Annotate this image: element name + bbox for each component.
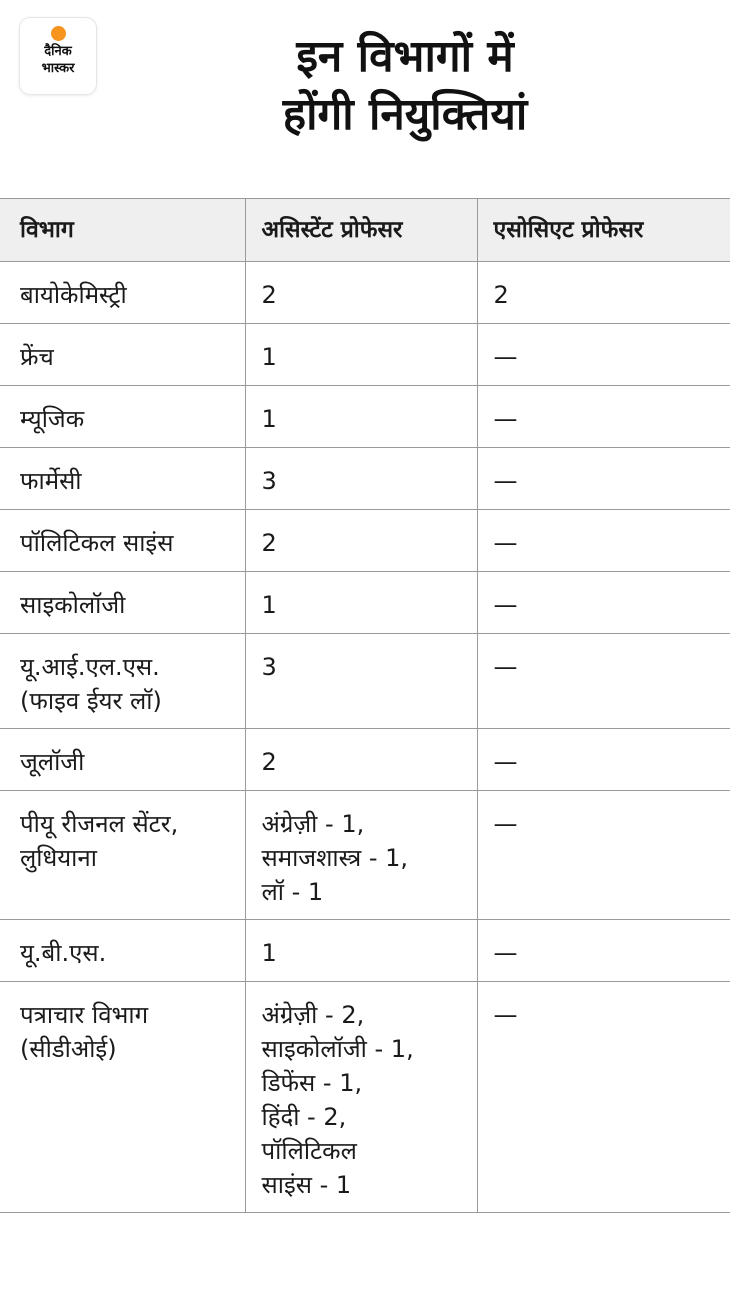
assistant-professor-cell bbox=[245, 510, 477, 572]
table-row bbox=[0, 448, 730, 510]
assistant-professor-cell-line: साइकोलॉजी - 1, bbox=[261, 1035, 414, 1063]
department-cell-line: यू.बी.एस. bbox=[20, 939, 107, 967]
department-cell bbox=[0, 448, 245, 510]
assistant-professor-cell-line: 1 bbox=[261, 939, 277, 967]
associate-professor-cell: — bbox=[477, 386, 730, 448]
department-cell-line: जूलॉजी bbox=[20, 748, 85, 776]
department-cell-line: (फाइव ईयर लॉ) bbox=[20, 687, 162, 715]
assistant-professor-cell bbox=[245, 982, 477, 1213]
department-cell-line: पत्राचार विभाग bbox=[20, 1001, 149, 1029]
associate-professor-cell: — bbox=[477, 448, 730, 510]
assistant-professor-cell-line: पॉलिटिकल bbox=[261, 1137, 357, 1165]
associate-professor-cell: 2 bbox=[477, 262, 730, 324]
header-department: विभाग bbox=[0, 199, 245, 262]
assistant-professor-cell bbox=[245, 729, 477, 791]
header-associate-professor: एसोसिएट प्रोफेसर bbox=[477, 199, 730, 262]
assistant-professor-cell bbox=[245, 386, 477, 448]
table-row bbox=[0, 920, 730, 982]
assistant-professor-cell-line: 1 bbox=[261, 591, 277, 619]
assistant-professor-cell-line: 2 bbox=[261, 748, 277, 776]
table-row bbox=[0, 634, 730, 729]
header-assistant-professor: असिस्टेंट प्रोफेसर bbox=[245, 199, 477, 262]
table-row bbox=[0, 386, 730, 448]
logo-sun-icon bbox=[51, 26, 66, 41]
table-header-row bbox=[0, 199, 730, 262]
assistant-professor-cell-line: डिफेंस - 1, bbox=[261, 1069, 363, 1097]
page-title bbox=[110, 28, 700, 144]
assistant-professor-cell-line: समाजशास्त्र - 1, bbox=[261, 844, 409, 872]
table-row bbox=[0, 324, 730, 386]
associate-professor-cell: — bbox=[477, 324, 730, 386]
associate-professor-cell: — bbox=[477, 634, 730, 729]
table-row bbox=[0, 572, 730, 634]
assistant-professor-cell bbox=[245, 572, 477, 634]
department-cell bbox=[0, 791, 245, 920]
department-cell bbox=[0, 324, 245, 386]
department-cell-line: फार्मेसी bbox=[20, 467, 82, 495]
assistant-professor-cell-line: 3 bbox=[261, 467, 277, 495]
department-cell-line: पीयू रीजनल सेंटर, bbox=[20, 810, 179, 838]
department-cell bbox=[0, 386, 245, 448]
assistant-professor-cell-line: लॉ - 1 bbox=[261, 878, 324, 906]
table-row bbox=[0, 729, 730, 791]
appointments-table bbox=[0, 198, 730, 1213]
department-cell-line: फ्रेंच bbox=[20, 343, 54, 371]
assistant-professor-cell bbox=[245, 262, 477, 324]
dainik-bhaskar-logo bbox=[20, 18, 96, 94]
assistant-professor-cell-line: 2 bbox=[261, 529, 277, 557]
assistant-professor-cell-line: 2 bbox=[261, 281, 277, 309]
department-cell bbox=[0, 729, 245, 791]
associate-professor-cell: — bbox=[477, 791, 730, 920]
associate-professor-cell: — bbox=[477, 729, 730, 791]
department-cell bbox=[0, 510, 245, 572]
assistant-professor-cell-line: अंग्रेज़ी - 2, bbox=[261, 1001, 365, 1029]
table-row bbox=[0, 262, 730, 324]
department-cell-line: म्यूजिक bbox=[20, 405, 85, 433]
assistant-professor-cell-line: 3 bbox=[261, 653, 277, 681]
table-row bbox=[0, 791, 730, 920]
department-cell bbox=[0, 982, 245, 1213]
assistant-professor-cell bbox=[245, 920, 477, 982]
assistant-professor-cell-line: साइंस - 1 bbox=[261, 1171, 352, 1199]
assistant-professor-cell-line: अंग्रेज़ी - 1, bbox=[261, 810, 365, 838]
associate-professor-cell: — bbox=[477, 510, 730, 572]
department-cell-line: बायोकेमिस्ट्री bbox=[20, 281, 127, 309]
department-cell-line: लुधियाना bbox=[20, 844, 97, 872]
assistant-professor-cell bbox=[245, 448, 477, 510]
department-cell bbox=[0, 634, 245, 729]
department-cell-line: पॉलिटिकल साइंस bbox=[20, 529, 174, 557]
page-title-line-2: होंगी नियुक्तियां bbox=[282, 89, 528, 140]
department-cell bbox=[0, 262, 245, 324]
logo-text-line-2: भास्कर bbox=[41, 61, 75, 76]
table-row bbox=[0, 510, 730, 572]
department-cell bbox=[0, 920, 245, 982]
assistant-professor-cell-line: हिंदी - 2, bbox=[261, 1103, 347, 1131]
department-cell bbox=[0, 572, 245, 634]
assistant-professor-cell bbox=[245, 634, 477, 729]
department-cell-line: यू.आई.एल.एस. bbox=[20, 653, 160, 681]
logo-text-line-1: दैनिक bbox=[44, 44, 72, 59]
page-title-line-1: इन विभागों में bbox=[296, 31, 514, 82]
associate-professor-cell: — bbox=[477, 572, 730, 634]
department-cell-line: साइकोलॉजी bbox=[20, 591, 126, 619]
assistant-professor-cell bbox=[245, 791, 477, 920]
associate-professor-cell: — bbox=[477, 920, 730, 982]
table-row bbox=[0, 982, 730, 1213]
assistant-professor-cell bbox=[245, 324, 477, 386]
department-cell-line: (सीडीओई) bbox=[20, 1035, 117, 1063]
assistant-professor-cell-line: 1 bbox=[261, 343, 277, 371]
assistant-professor-cell-line: 1 bbox=[261, 405, 277, 433]
associate-professor-cell: — bbox=[477, 982, 730, 1213]
